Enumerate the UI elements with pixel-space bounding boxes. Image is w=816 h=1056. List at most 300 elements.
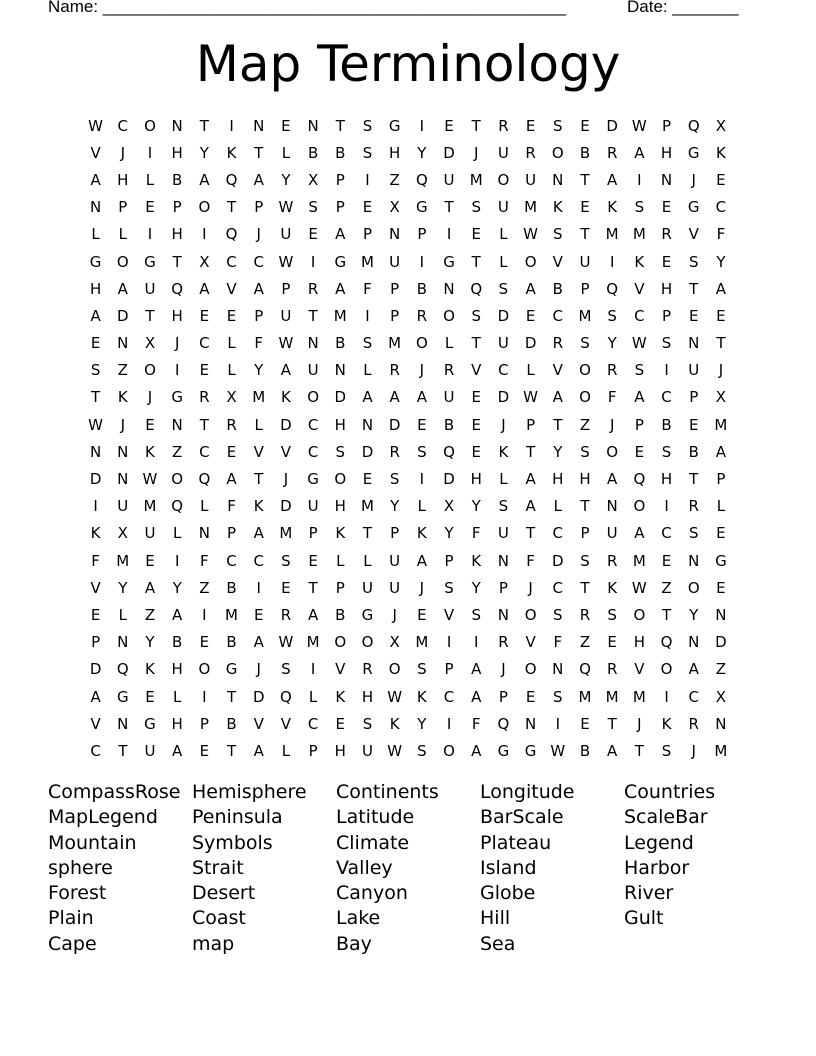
grid-letter: E	[308, 225, 318, 244]
grid-letter: Q	[116, 660, 129, 679]
word-bank-item: Forest	[48, 882, 107, 905]
grid-letter: L	[499, 470, 508, 489]
grid-letter: C	[715, 198, 727, 217]
grid-letter: K	[416, 524, 427, 543]
grid-letter: A	[253, 279, 264, 298]
grid-letter: E	[688, 306, 699, 325]
grid-letter: O	[687, 578, 700, 597]
word-search-grid	[82, 112, 735, 765]
grid-letter: S	[308, 198, 318, 217]
grid-letter: M	[225, 605, 238, 624]
grid-letter: H	[171, 225, 183, 244]
word-bank-item: Mountain	[48, 831, 137, 854]
grid-letter: A	[172, 605, 183, 624]
grid-letter: K	[498, 442, 509, 461]
grid-letter: N	[117, 633, 129, 652]
grid-row	[82, 357, 735, 384]
grid-letter: U	[389, 551, 401, 570]
grid-letter: J	[256, 660, 261, 679]
grid-letter: V	[443, 605, 455, 624]
grid-letter: V	[525, 633, 536, 652]
grid-letter: Z	[172, 442, 183, 461]
grid-letter: E	[417, 415, 427, 434]
grid-letter: D	[443, 143, 455, 162]
grid-letter: X	[199, 252, 210, 271]
grid-letter: V	[688, 225, 699, 244]
grid-letter: X	[226, 388, 237, 407]
grid-letter: T	[444, 198, 454, 217]
grid-letter: E	[226, 306, 237, 325]
grid-letter: A	[715, 279, 727, 298]
grid-letter: Q	[171, 497, 184, 516]
grid-letter: V	[634, 660, 645, 679]
grid-letter: L	[499, 252, 508, 271]
grid-letter: R	[280, 605, 292, 624]
grid-letter: V	[226, 279, 237, 298]
grid-letter: S	[498, 279, 509, 298]
grid-letter: R	[498, 633, 509, 652]
grid-letter: A	[525, 497, 536, 516]
grid-letter: N	[117, 714, 129, 733]
grid-letter: S	[281, 660, 291, 679]
word-bank-item: River	[624, 882, 674, 905]
grid-letter: Q	[171, 279, 184, 298]
grid-letter: C	[688, 687, 699, 706]
grid-letter: Q	[225, 170, 238, 189]
grid-letter: L	[417, 497, 427, 516]
grid-letter: Q	[225, 225, 238, 244]
grid-letter: R	[362, 660, 373, 679]
grid-letter: I	[446, 633, 452, 652]
grid-letter: O	[551, 143, 564, 162]
grid-letter: E	[199, 633, 210, 652]
grid-letter: P	[580, 524, 590, 543]
grid-letter: A	[416, 388, 427, 407]
grid-letter: S	[471, 198, 481, 217]
grid-row	[82, 465, 735, 492]
grid-letter: T	[335, 116, 345, 135]
grid-letter: A	[607, 170, 618, 189]
grid-letter: R	[661, 225, 672, 244]
grid-letter: A	[253, 170, 264, 189]
grid-letter: E	[253, 605, 264, 624]
grid-letter: E	[661, 252, 672, 271]
grid-letter: X	[307, 170, 319, 189]
grid-letter: L	[308, 687, 318, 706]
grid-letter: K	[90, 524, 101, 543]
grid-letter: J	[501, 660, 506, 679]
grid-letter: M	[360, 497, 374, 516]
grid-letter: Y	[254, 361, 264, 380]
grid-letter: P	[362, 225, 372, 244]
grid-letter: Y	[390, 497, 400, 516]
grid-letter: N	[688, 633, 700, 652]
grid-letter: M	[632, 225, 646, 244]
grid-letter: K	[607, 198, 618, 217]
grid-letter: C	[443, 687, 455, 706]
grid-letter: P	[417, 225, 427, 244]
grid-letter: E	[580, 714, 590, 733]
grid-letter: Y	[145, 633, 155, 652]
grid-letter: F	[607, 388, 617, 407]
grid-letter: N	[117, 334, 129, 353]
grid-letter: E	[199, 741, 210, 760]
grid-letter: Y	[444, 524, 454, 543]
grid-letter: O	[524, 605, 537, 624]
grid-letter: L	[363, 361, 372, 380]
grid-letter: L	[444, 334, 454, 353]
grid-letter: H	[171, 660, 183, 679]
grid-letter: Z	[579, 633, 591, 652]
grid-letter: O	[334, 470, 347, 489]
word-bank-item: Harbor	[624, 856, 690, 879]
grid-letter: V	[253, 714, 264, 733]
grid-letter: L	[254, 415, 263, 434]
grid-letter: B	[416, 279, 427, 298]
grid-letter: B	[443, 415, 455, 434]
grid-letter: T	[661, 605, 672, 624]
grid-letter: A	[199, 279, 210, 298]
grid-letter: W	[387, 741, 403, 760]
grid-letter: E	[716, 306, 726, 325]
grid-letter: C	[552, 306, 564, 325]
grid-letter: U	[606, 524, 618, 543]
grid-letter: J	[691, 741, 696, 760]
grid-letter: I	[174, 361, 180, 380]
grid-letter: Z	[117, 361, 128, 380]
grid-letter: Z	[389, 170, 400, 189]
grid-letter: I	[174, 551, 180, 570]
grid-letter: E	[281, 578, 291, 597]
grid-letter: O	[524, 660, 537, 679]
word-bank	[48, 780, 768, 957]
grid-letter: H	[361, 687, 374, 706]
word-bank-item: Sea	[480, 932, 516, 955]
grid-letter: A	[335, 279, 346, 298]
grid-letter: I	[229, 116, 234, 135]
grid-letter: X	[715, 388, 727, 407]
grid-letter: H	[171, 143, 183, 162]
grid-row	[82, 629, 735, 656]
grid-letter: A	[280, 361, 292, 380]
grid-letter: R	[226, 415, 237, 434]
grid-letter: M	[578, 687, 592, 706]
grid-letter: M	[605, 225, 619, 244]
grid-letter: N	[307, 334, 319, 353]
word-bank-item: CompassRose	[48, 781, 181, 803]
grid-letter: O	[415, 334, 428, 353]
grid-letter: S	[553, 225, 563, 244]
grid-letter: N	[389, 225, 401, 244]
grid-letter: F	[553, 633, 563, 652]
grid-letter: N	[361, 415, 374, 434]
grid-letter: U	[497, 524, 509, 543]
grid-letter: E	[471, 225, 481, 244]
grid-letter: W	[631, 116, 647, 135]
grid-letter: H	[334, 415, 346, 434]
grid-letter: P	[335, 198, 345, 217]
grid-letter: H	[334, 497, 346, 516]
grid-letter: N	[117, 442, 129, 461]
grid-letter: A	[253, 633, 264, 652]
grid-letter: W	[88, 415, 104, 434]
grid-letter: E	[199, 306, 210, 325]
grid-letter: O	[579, 388, 591, 407]
grid-letter: D	[361, 442, 374, 461]
grid-letter: L	[336, 551, 345, 570]
grid-letter: L	[716, 497, 726, 516]
grid-letter: E	[199, 361, 210, 380]
word-bank-item: Valley	[336, 856, 393, 879]
grid-letter: A	[362, 388, 373, 407]
grid-letter: I	[147, 143, 153, 162]
grid-letter: Z	[579, 415, 591, 434]
grid-letter: S	[362, 334, 373, 353]
grid-letter: S	[553, 605, 563, 624]
grid-letter: J	[120, 415, 125, 434]
grid-letter: W	[523, 225, 539, 244]
grid-letter: H	[660, 279, 673, 298]
grid-row	[82, 384, 735, 411]
grid-letter: S	[553, 687, 563, 706]
grid-letter: U	[497, 198, 509, 217]
grid-letter: U	[443, 388, 455, 407]
grid-letter: E	[362, 470, 373, 489]
grid-letter: A	[471, 741, 482, 760]
grid-letter: P	[634, 415, 644, 434]
grid-letter: E	[580, 116, 590, 135]
grid-letter: N	[715, 714, 727, 733]
grid-letter: L	[200, 497, 209, 516]
grid-letter: O	[579, 361, 591, 380]
grid-letter: A	[552, 388, 563, 407]
grid-letter: G	[307, 470, 319, 489]
grid-letter: Q	[606, 279, 619, 298]
grid-letter: Q	[198, 470, 211, 489]
grid-letter: B	[579, 143, 591, 162]
grid-letter: I	[664, 497, 669, 516]
grid-letter: F	[254, 334, 264, 353]
grid-letter: O	[334, 633, 347, 652]
grid-letter: Y	[172, 578, 182, 597]
grid-letter: S	[661, 442, 672, 461]
grid-letter: W	[278, 252, 294, 271]
grid-letter: S	[444, 578, 454, 597]
word-bank-item: Climate	[336, 831, 410, 854]
grid-letter: D	[443, 470, 455, 489]
grid-letter: O	[633, 497, 646, 516]
grid-letter: M	[632, 551, 646, 570]
grid-letter: E	[145, 198, 155, 217]
grid-letter: G	[443, 252, 455, 271]
grid-letter: S	[362, 143, 373, 162]
grid-letter: B	[335, 605, 346, 624]
grid-letter: J	[256, 225, 261, 244]
grid-letter: F	[526, 551, 535, 570]
grid-letter: U	[117, 497, 129, 516]
grid-letter: U	[307, 361, 319, 380]
grid-letter: O	[524, 252, 537, 271]
grid-letter: E	[145, 415, 155, 434]
grid-letter: U	[525, 170, 537, 189]
grid-letter: D	[334, 388, 347, 407]
grid-letter: R	[199, 388, 210, 407]
grid-letter: N	[688, 551, 700, 570]
grid-letter: S	[661, 334, 672, 353]
grid-letter: P	[227, 524, 237, 543]
grid-letter: B	[307, 143, 319, 162]
grid-letter: D	[524, 334, 537, 353]
grid-letter: K	[253, 497, 264, 516]
grid-letter: U	[280, 306, 292, 325]
word-bank-item: Countries	[624, 781, 716, 803]
grid-letter: H	[579, 470, 591, 489]
grid-letter: B	[552, 279, 563, 298]
grid-row	[82, 330, 735, 357]
word-bank-item: MapLegend	[48, 806, 158, 829]
grid-letter: J	[283, 470, 289, 489]
word-bank-item: sphere	[48, 856, 113, 879]
grid-letter: U	[144, 741, 156, 760]
grid-letter: T	[308, 306, 318, 325]
grid-letter: C	[253, 551, 264, 570]
grid-letter: X	[144, 334, 156, 353]
grid-letter: G	[497, 741, 510, 760]
grid-letter: P	[308, 524, 318, 543]
grid-letter: A	[307, 605, 319, 624]
grid-letter: T	[607, 714, 617, 733]
grid-letter: Z	[144, 605, 156, 624]
grid-letter: C	[498, 361, 509, 380]
grid-letter: T	[580, 170, 590, 189]
grid-letter: A	[90, 170, 101, 189]
grid-letter: S	[607, 306, 617, 325]
grid-letter: R	[606, 660, 618, 679]
grid-letter: K	[280, 388, 291, 407]
grid-letter: O	[307, 388, 319, 407]
word-bank-item: map	[192, 932, 235, 955]
grid-letter: N	[552, 170, 564, 189]
grid-letter: G	[171, 388, 183, 407]
grid-letter: T	[308, 578, 318, 597]
grid-letter: Y	[199, 143, 209, 162]
grid-letter: H	[117, 170, 129, 189]
grid-letter: W	[631, 334, 647, 353]
grid-letter: Z	[715, 660, 727, 679]
grid-letter: S	[634, 361, 645, 380]
grid-letter: O	[116, 252, 129, 271]
grid-letter: S	[607, 605, 617, 624]
grid-letter: E	[525, 116, 536, 135]
grid-letter: A	[715, 442, 727, 461]
grid-letter: Q	[415, 170, 428, 189]
grid-letter: W	[88, 116, 104, 135]
grid-letter: N	[524, 714, 537, 733]
grid-letter: P	[390, 306, 400, 325]
grid-letter: R	[443, 361, 455, 380]
word-bank-item: Globe	[480, 882, 536, 905]
grid-letter: H	[171, 714, 183, 733]
grid-letter: C	[661, 388, 672, 407]
grid-letter: G	[687, 143, 700, 162]
grid-letter: R	[606, 143, 618, 162]
grid-letter: N	[117, 470, 129, 489]
grid-letter: P	[308, 741, 318, 760]
grid-letter: L	[526, 361, 535, 380]
grid-letter: P	[281, 279, 291, 298]
grid-letter: H	[171, 306, 183, 325]
grid-letter: E	[580, 198, 590, 217]
grid-letter: E	[634, 442, 645, 461]
grid-letter: M	[388, 334, 402, 353]
grid-letter: P	[580, 279, 590, 298]
grid-letter: P	[254, 198, 264, 217]
grid-letter: J	[609, 415, 615, 434]
grid-letter: O	[198, 198, 211, 217]
word-bank-item: Strait	[192, 856, 244, 879]
grid-letter: N	[552, 660, 564, 679]
grid-letter: B	[688, 442, 699, 461]
grid-letter: F	[200, 551, 209, 570]
grid-letter: U	[361, 578, 373, 597]
grid-letter: Q	[579, 660, 591, 679]
grid-letter: V	[335, 660, 346, 679]
grid-letter: I	[446, 714, 452, 733]
grid-letter: S	[498, 497, 509, 516]
grid-letter: K	[145, 660, 155, 679]
grid-letter: W	[387, 687, 403, 706]
grid-letter: C	[253, 252, 264, 271]
grid-letter: E	[525, 306, 536, 325]
grid-letter: A	[253, 741, 264, 760]
grid-letter: B	[172, 170, 183, 189]
word-bank-item: Latitude	[336, 806, 415, 829]
grid-letter: G	[89, 252, 102, 271]
grid-letter: F	[716, 225, 726, 244]
name-field-label: Name: _________________________________________________	[48, 0, 567, 16]
grid-letter: T	[716, 334, 726, 353]
grid-letter: K	[552, 198, 563, 217]
grid-letter: T	[145, 306, 155, 325]
grid-letter: P	[498, 578, 508, 597]
word-bank-item: Peninsula	[192, 806, 283, 829]
grid-letter: A	[389, 388, 400, 407]
grid-letter: I	[256, 578, 261, 597]
grid-letter: O	[497, 170, 510, 189]
grid-letter: G	[361, 605, 374, 624]
grid-letter: A	[607, 741, 618, 760]
grid-letter: S	[417, 741, 427, 760]
grid-letter: T	[689, 279, 699, 298]
grid-letter: F	[471, 524, 481, 543]
grid-letter: M	[143, 497, 157, 516]
grid-letter: A	[634, 388, 645, 407]
grid-letter: T	[172, 252, 182, 271]
grid-letter: N	[89, 442, 102, 461]
grid-letter: Q	[443, 442, 455, 461]
grid-letter: C	[199, 334, 210, 353]
grid-letter: C	[307, 415, 319, 434]
grid-letter: G	[715, 551, 727, 570]
grid-row	[82, 683, 735, 710]
grid-row	[82, 710, 735, 737]
grid-letter: J	[637, 714, 642, 733]
grid-letter: P	[716, 470, 726, 489]
grid-letter: O	[171, 470, 184, 489]
grid-letter: I	[664, 687, 669, 706]
grid-letter: N	[497, 551, 510, 570]
grid-letter: R	[579, 605, 591, 624]
